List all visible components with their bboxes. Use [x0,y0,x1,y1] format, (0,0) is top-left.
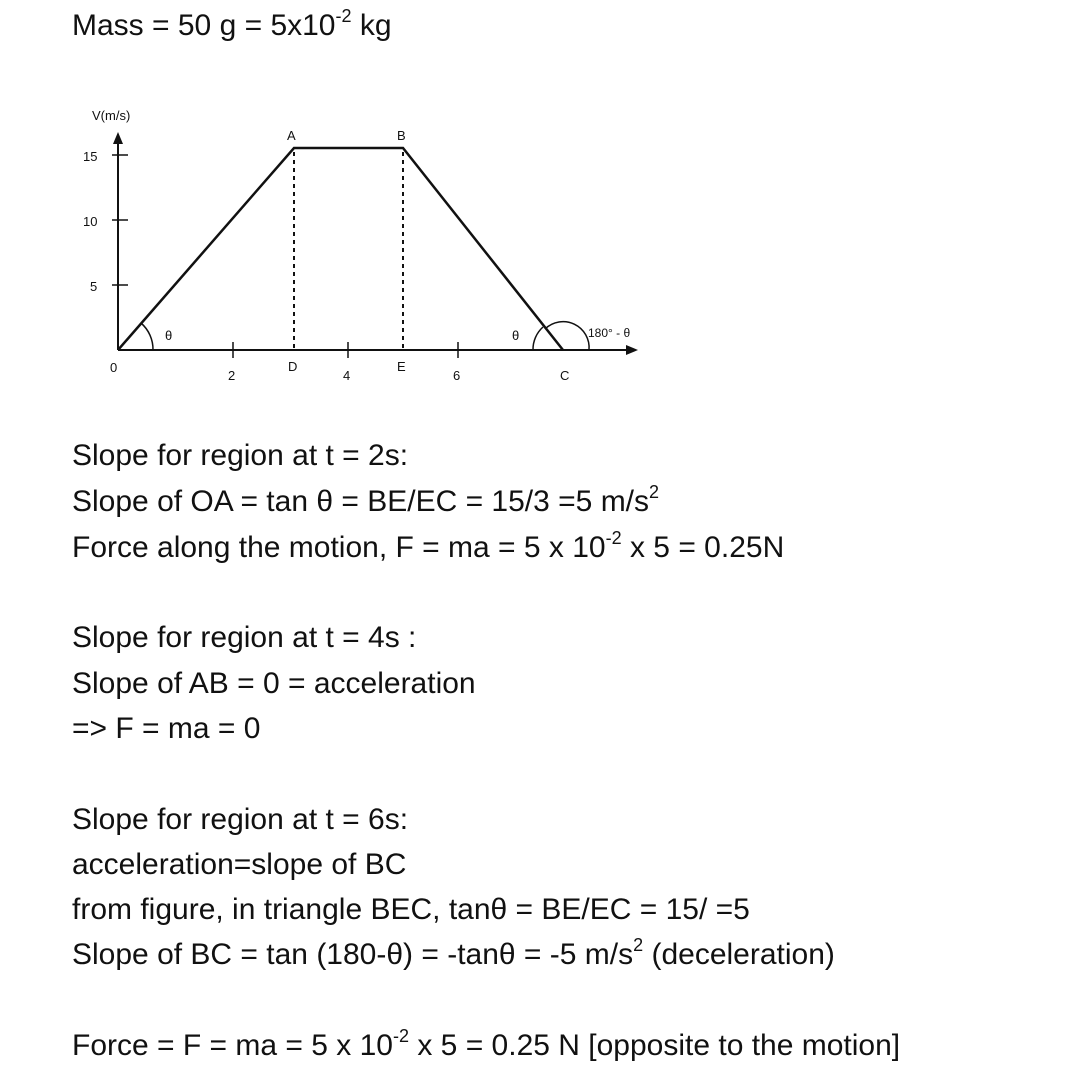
section2-force-line: => F = ma = 0 [72,712,261,745]
y-tick-label-15: 15 [83,149,98,164]
section1-force-line [72,530,784,566]
theta-arc-right [533,327,543,350]
x-axis-arrow [626,345,638,355]
y-axis-label: V(m/s) [92,108,131,123]
section1-force-pre: Force along the motion, F = ma = 5 x 10 [72,531,606,564]
theta-label-right: θ [512,328,520,343]
footer-force-pre: Force = F = ma = 5 x 10 [72,1029,393,1062]
supplementary-angle-label: 180° - θ [588,326,631,340]
point-B-label: B [397,128,406,143]
theta-arc-left [141,323,153,350]
section1-force-post: x 5 = 0.25N [621,531,785,564]
section3-slope-exponent: 2 [633,935,644,955]
section3-heading: Slope for region at t = 6s: [72,803,409,836]
section2-slope-line: Slope of AB = 0 = acceleration [72,667,476,700]
footer-force-post: x 5 = 0.25 N [opposite to the motion] [409,1029,901,1062]
velocity-line [118,148,563,350]
point-D-label: D [288,359,298,374]
footer-force-exponent: -2 [392,1026,409,1046]
velocity-time-graph [70,100,670,400]
section3-slope-pre: Slope of BC = tan (180-θ) = -tanθ = -5 m/s [72,938,634,971]
footer-force-line [72,1028,900,1064]
section2-heading: Slope for region at t = 4s : [72,621,417,654]
y-tick-label-10: 10 [83,214,98,229]
section1-slope-text: Slope of OA = tan θ = BE/EC = 15/3 =5 m/s [72,485,650,518]
y-axis-arrow [113,132,123,144]
section3-slope-line [72,937,835,973]
mass-exponent: -2 [335,6,352,26]
mass-line [72,8,392,44]
point-A-label: A [287,128,296,143]
mass-unit: kg [351,9,392,42]
x-tick-label-6: 6 [453,368,461,383]
mass-text: Mass = 50 g = 5x10 [72,9,336,42]
point-E-label: E [397,359,406,374]
section3-accel-line: acceleration=slope of BC [72,848,407,881]
y-tick-label-5: 5 [90,279,98,294]
section3-triangle-line: from figure, in triangle BEC, tanθ = BE/EC = 15/ =5 [72,893,750,926]
x-tick-label-4: 4 [343,368,351,383]
section1-slope-exponent: 2 [649,482,660,502]
section1-slope-line [72,484,659,520]
section1-heading: Slope for region at t = 2s: [72,439,409,472]
theta-label-left: θ [165,328,173,343]
x-tick-label-2: 2 [228,368,236,383]
section3-slope-post: (deceleration) [643,938,835,971]
origin-label: 0 [110,360,118,375]
section1-force-exponent: -2 [605,528,622,548]
point-C-label: C [560,368,570,383]
